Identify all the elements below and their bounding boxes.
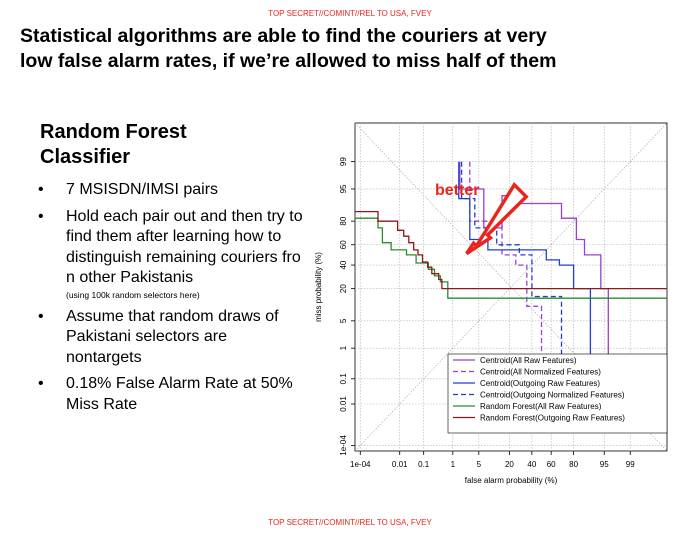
bullet-item: [38, 374, 303, 415]
bullet-item: [38, 307, 303, 369]
y-tick-label: 40: [339, 260, 348, 270]
legend-label: Random Forest(Outgoing Raw Features): [480, 413, 625, 423]
bullet-text: 0.18% False Alarm Rate at 50% Miss Rate: [66, 375, 293, 413]
bullet-icon: •: [38, 181, 44, 198]
x-tick-label: 40: [527, 460, 537, 469]
legend-label: Centroid(Outgoing Normalized Features): [480, 390, 625, 400]
x-tick-label: 20: [504, 460, 514, 469]
x-tick-label: 60: [546, 460, 556, 469]
bullet-item: [38, 207, 303, 301]
y-tick-label: 5: [339, 318, 348, 324]
legend-label: Centroid(All Normalized Features): [480, 367, 601, 377]
bullet-note: (using 100k random selectors here): [66, 289, 200, 300]
x-tick-label: 95: [599, 460, 609, 469]
classification-banner-bottom: TOP SECRET//COMINT//REL TO USA, FVEY: [268, 518, 432, 527]
y-tick-label: 80: [339, 216, 348, 226]
x-tick-label: 5: [476, 460, 482, 469]
y-tick-label: 1e-04: [339, 435, 348, 456]
heading-line-1: Random Forest: [40, 121, 187, 143]
x-tick-label: 80: [569, 460, 579, 469]
x-tick-label: 0.01: [391, 460, 408, 469]
x-tick-label: 1: [450, 460, 456, 469]
section-heading: [40, 120, 187, 170]
bullet-icon: •: [38, 375, 44, 392]
y-tick-label: 95: [339, 184, 348, 194]
better-label: better: [435, 182, 480, 199]
bullet-text: Hold each pair out and then try to find them after learning how to distinguish remaining couriers fro n other Pakistanis: [66, 207, 303, 286]
y-axis-label: miss probability (%): [314, 252, 323, 322]
det-chart: [300, 110, 700, 490]
bullet-item: [38, 180, 303, 201]
classification-banner-top: TOP SECRET//COMINT//REL TO USA, FVEY: [268, 9, 432, 18]
legend: [448, 354, 667, 433]
y-tick-label: 1: [339, 345, 348, 351]
y-tick-label: 60: [339, 240, 348, 250]
bullet-icon: •: [38, 307, 44, 325]
x-tick-label: 99: [625, 460, 635, 469]
x-tick-label: 0.1: [418, 460, 430, 469]
legend-label: Random Forest(All Raw Features): [480, 402, 602, 411]
bullet-text: Assume that random draws of Pakistani selectors are nontargets: [66, 307, 279, 366]
y-tick-label: 0.1: [339, 373, 348, 385]
slide-title: [20, 24, 680, 74]
y-tick-label: 0.01: [339, 396, 348, 412]
y-tick-label: 99: [339, 157, 348, 167]
heading-line-2: Classifier: [40, 146, 131, 168]
x-axis-label: false alarm probability (%): [464, 476, 558, 485]
y-tick-label: 20: [339, 284, 348, 294]
bullet-icon: •: [38, 207, 44, 225]
x-tick-label: 1e-04: [350, 460, 371, 469]
title-line-1: Statistical algorithms are able to find the couriers at very: [20, 25, 547, 47]
legend-label: Centroid(Outgoing Raw Features): [480, 379, 601, 388]
bullet-list: [38, 180, 303, 421]
title-line-2: low false alarm rates, if we’re allowed to miss half of them: [20, 50, 557, 72]
legend-label: Centroid(All Raw Features): [480, 356, 577, 365]
bullet-text: 7 MSISDN/IMSI pairs: [66, 181, 219, 198]
